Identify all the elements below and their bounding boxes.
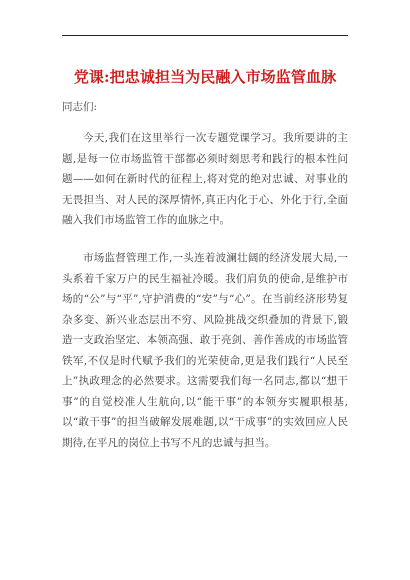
greeting: 同志们: [62,101,98,113]
paragraph-mission: 市场监督管理工作,一头连着波澜壮阔的经济发展大局,一头系着千家万户的民生福祉冷暖。我们肩负的使命,是维护市场的“公”与“平”,守护消费的“安”与“心”。在当前经济形势复杂多变、新兴业态层出不穷、风险挑战交织叠加的背景下,锻造一支政治坚定、本领高强、敢于亮剑、善作善成的市场监管铁军,不仅是时代赋予我们的光荣使命,更是我们践行“人民至上”执政理念的必然要求。这需要我们每一名同志,都以“想干事”的自觉校准人生航向,以“能干事”的本领夯实履职根基,以“敢干事”的担当破解发展难题,以“干成事”的实效回应人民期待,在平凡的岗位上书写不凡的忠诚与担当。 [62,252,348,449]
document-title: 党课:把忠诚担当为民融入市场监管血脉 [73,68,337,86]
header-rule [62,35,348,36]
paragraph-intro: 今天,我们在这里举行一次专题党课学习。我所要讲的主题,是每一位市场监管干部都必须时刻思考和践行的根本性问题——如何在新时代的征程上,将对党的绝对忠诚、对事业的无畏担当、对人民的深厚情怀,真正内化于心、外化于行,全面融入我们市场监管工作的血脉之中。 [62,132,348,226]
